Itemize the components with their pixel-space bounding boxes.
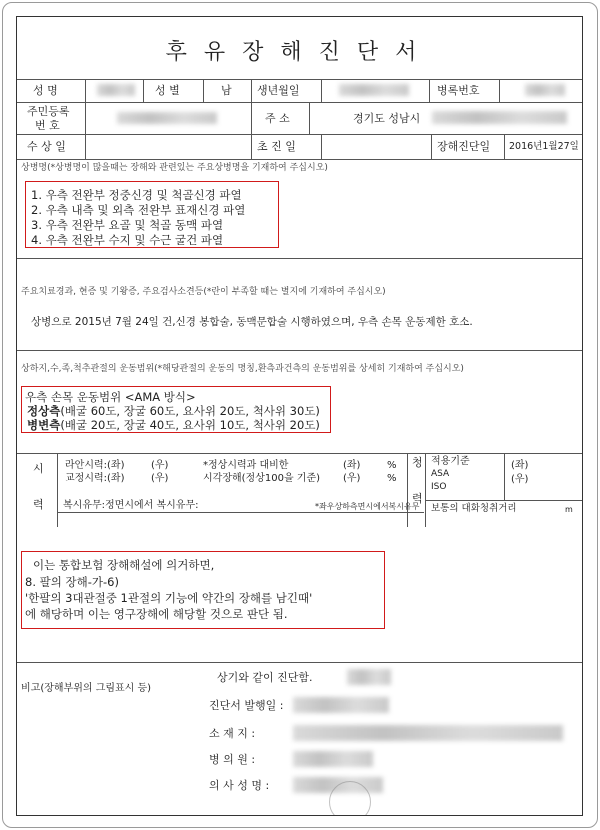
doctor-name-label: 의 사 성 명 : [209, 779, 270, 792]
resident-id-redacted [117, 112, 217, 124]
official-seal [329, 781, 371, 816]
double-vision-label: 복시유무:정면시에서 복시유무: [63, 500, 199, 511]
resident-id-label-line1: 주민등록 [27, 105, 70, 118]
cert-date-redacted [347, 669, 391, 685]
issue-date-label: 진단서 발행일 : [209, 699, 284, 712]
document-title: 후유장해진단서 [165, 40, 434, 65]
opinion-line: 이는 통합보험 장해해설에 의거하면, [33, 558, 215, 572]
hearing-standard-label: 적용기준 [431, 456, 470, 467]
location-redacted [293, 725, 563, 741]
opinion-line: 에 해당하며 이는 영구장해에 해당할 것으로 판단 됨. [25, 607, 288, 621]
diagnosis-item: 1. 우측 전완부 정중신경 및 척골신경 파열 [31, 188, 242, 202]
hospital-label: 병 의 원 : [209, 753, 256, 766]
hearing-iso: ISO [431, 482, 447, 492]
rom-normal-label: 정상측 [27, 404, 61, 418]
record-number-redacted [525, 84, 565, 96]
vision-percent-right: % [387, 473, 397, 484]
vision-right-eye: (우) [343, 473, 361, 484]
resident-id-label-line2: 번 호 [35, 119, 60, 132]
dob-label: 생년월일 [257, 84, 300, 97]
diagnosis-item: 3. 우측 전완부 요골 및 척골 동맥 파열 [31, 218, 224, 232]
hearing-label-top: 청 [412, 456, 423, 469]
injury-date-label: 수 상 일 [27, 140, 66, 153]
hospital-redacted [293, 751, 373, 767]
rom-affected-label: 병변측 [27, 418, 61, 432]
hearing-label-bottom: 력 [412, 492, 423, 505]
diagnosis-date-label: 장해진단일 [437, 140, 491, 153]
address-detail-redacted [432, 111, 567, 124]
certification-statement: 상기와 같이 진단함. [217, 671, 313, 684]
double-vision-note: *좌우상하측면시에서복시유무 [315, 502, 420, 511]
diagnosis-note: 상병명(*상병명이 많을때는 장해와 관련있는 주요상병명을 기재하여 주십시오) [21, 163, 328, 173]
rom-heading: 우측 손목 운동범위 <AMA 방식> [25, 390, 196, 404]
opinion-line: '한팔의 3대관절중 1관절의 기능에 약간의 장해를 남긴때' [25, 591, 313, 605]
vision-normal-compare: *정상시력과 대비한 [203, 460, 289, 471]
naked-vision-right: (우) [151, 460, 169, 471]
conversation-distance-label: 보통의 대화청취거리 [431, 503, 517, 514]
address-value: 경기도 성남시 [353, 112, 421, 125]
vision-left-eye: (좌) [343, 460, 361, 471]
rom-normal-values: (배굴 60도, 장굴 60도, 요사위 20도, 척사위 30도) [60, 404, 320, 418]
naked-vision-left: 라안시력:(좌) [65, 460, 125, 471]
address-label: 주 소 [265, 112, 290, 125]
diagnosis-item: 4. 우측 전완부 수지 및 수근 굴건 파열 [31, 233, 224, 247]
issue-date-redacted [293, 697, 389, 713]
conversation-distance-unit: m [565, 505, 573, 514]
corrected-vision-right: (우) [151, 473, 169, 484]
vision-label-bottom: 력 [33, 498, 44, 511]
dob-value-redacted [339, 84, 409, 96]
name-label: 성 명 [33, 84, 58, 97]
treatment-text: 상병으로 2015년 7월 24일 건,신경 봉합술, 동맥문합술 시행하였으며, 우측 손목 운동제한 호소. [31, 316, 473, 328]
remarks-label: 비고(장해부위의 그림표시 등) [21, 683, 152, 694]
certificate-paper [16, 16, 583, 816]
hearing-asa: ASA [431, 469, 450, 479]
treatment-note: 주요치료경과, 현증 및 기왕증, 주요검사소견등(*란이 부족할 때는 별지에 기재하여 주십시오) [21, 287, 386, 297]
diagnosis-date-value: 2016년1월27일 [509, 141, 579, 152]
hearing-right: (우) [511, 474, 529, 485]
vision-label-top: 시 [33, 462, 44, 475]
diagnosis-item: 2. 우측 내측 및 외측 전완부 표재신경 파열 [31, 203, 246, 217]
record-number-label: 병록번호 [437, 84, 480, 97]
rom-affected-values: (배굴 20도, 장굴 40도, 요사위 10도, 척사위 20도) [60, 418, 320, 432]
vision-impairment: 시각장해(정상100을 기준) [203, 473, 321, 484]
vision-percent: % [387, 460, 397, 471]
gender-value: 남 [221, 84, 232, 97]
name-value-redacted [97, 84, 135, 96]
corrected-vision-left: 교정시력:(좌) [65, 473, 125, 484]
opinion-line: 8. 팔의 장해-가-6) [25, 575, 119, 589]
location-label: 소 재 지 : [209, 727, 256, 740]
hearing-left: (좌) [511, 460, 529, 471]
first-visit-label: 초 진 일 [257, 140, 296, 153]
gender-label: 성 별 [155, 84, 180, 97]
rom-note: 상하지,수,족,척추관절의 운동범위(*해당관절의 운동의 명칭,환측과건측의 운동범위를 상세히 기재하여 주십시오) [21, 364, 464, 374]
